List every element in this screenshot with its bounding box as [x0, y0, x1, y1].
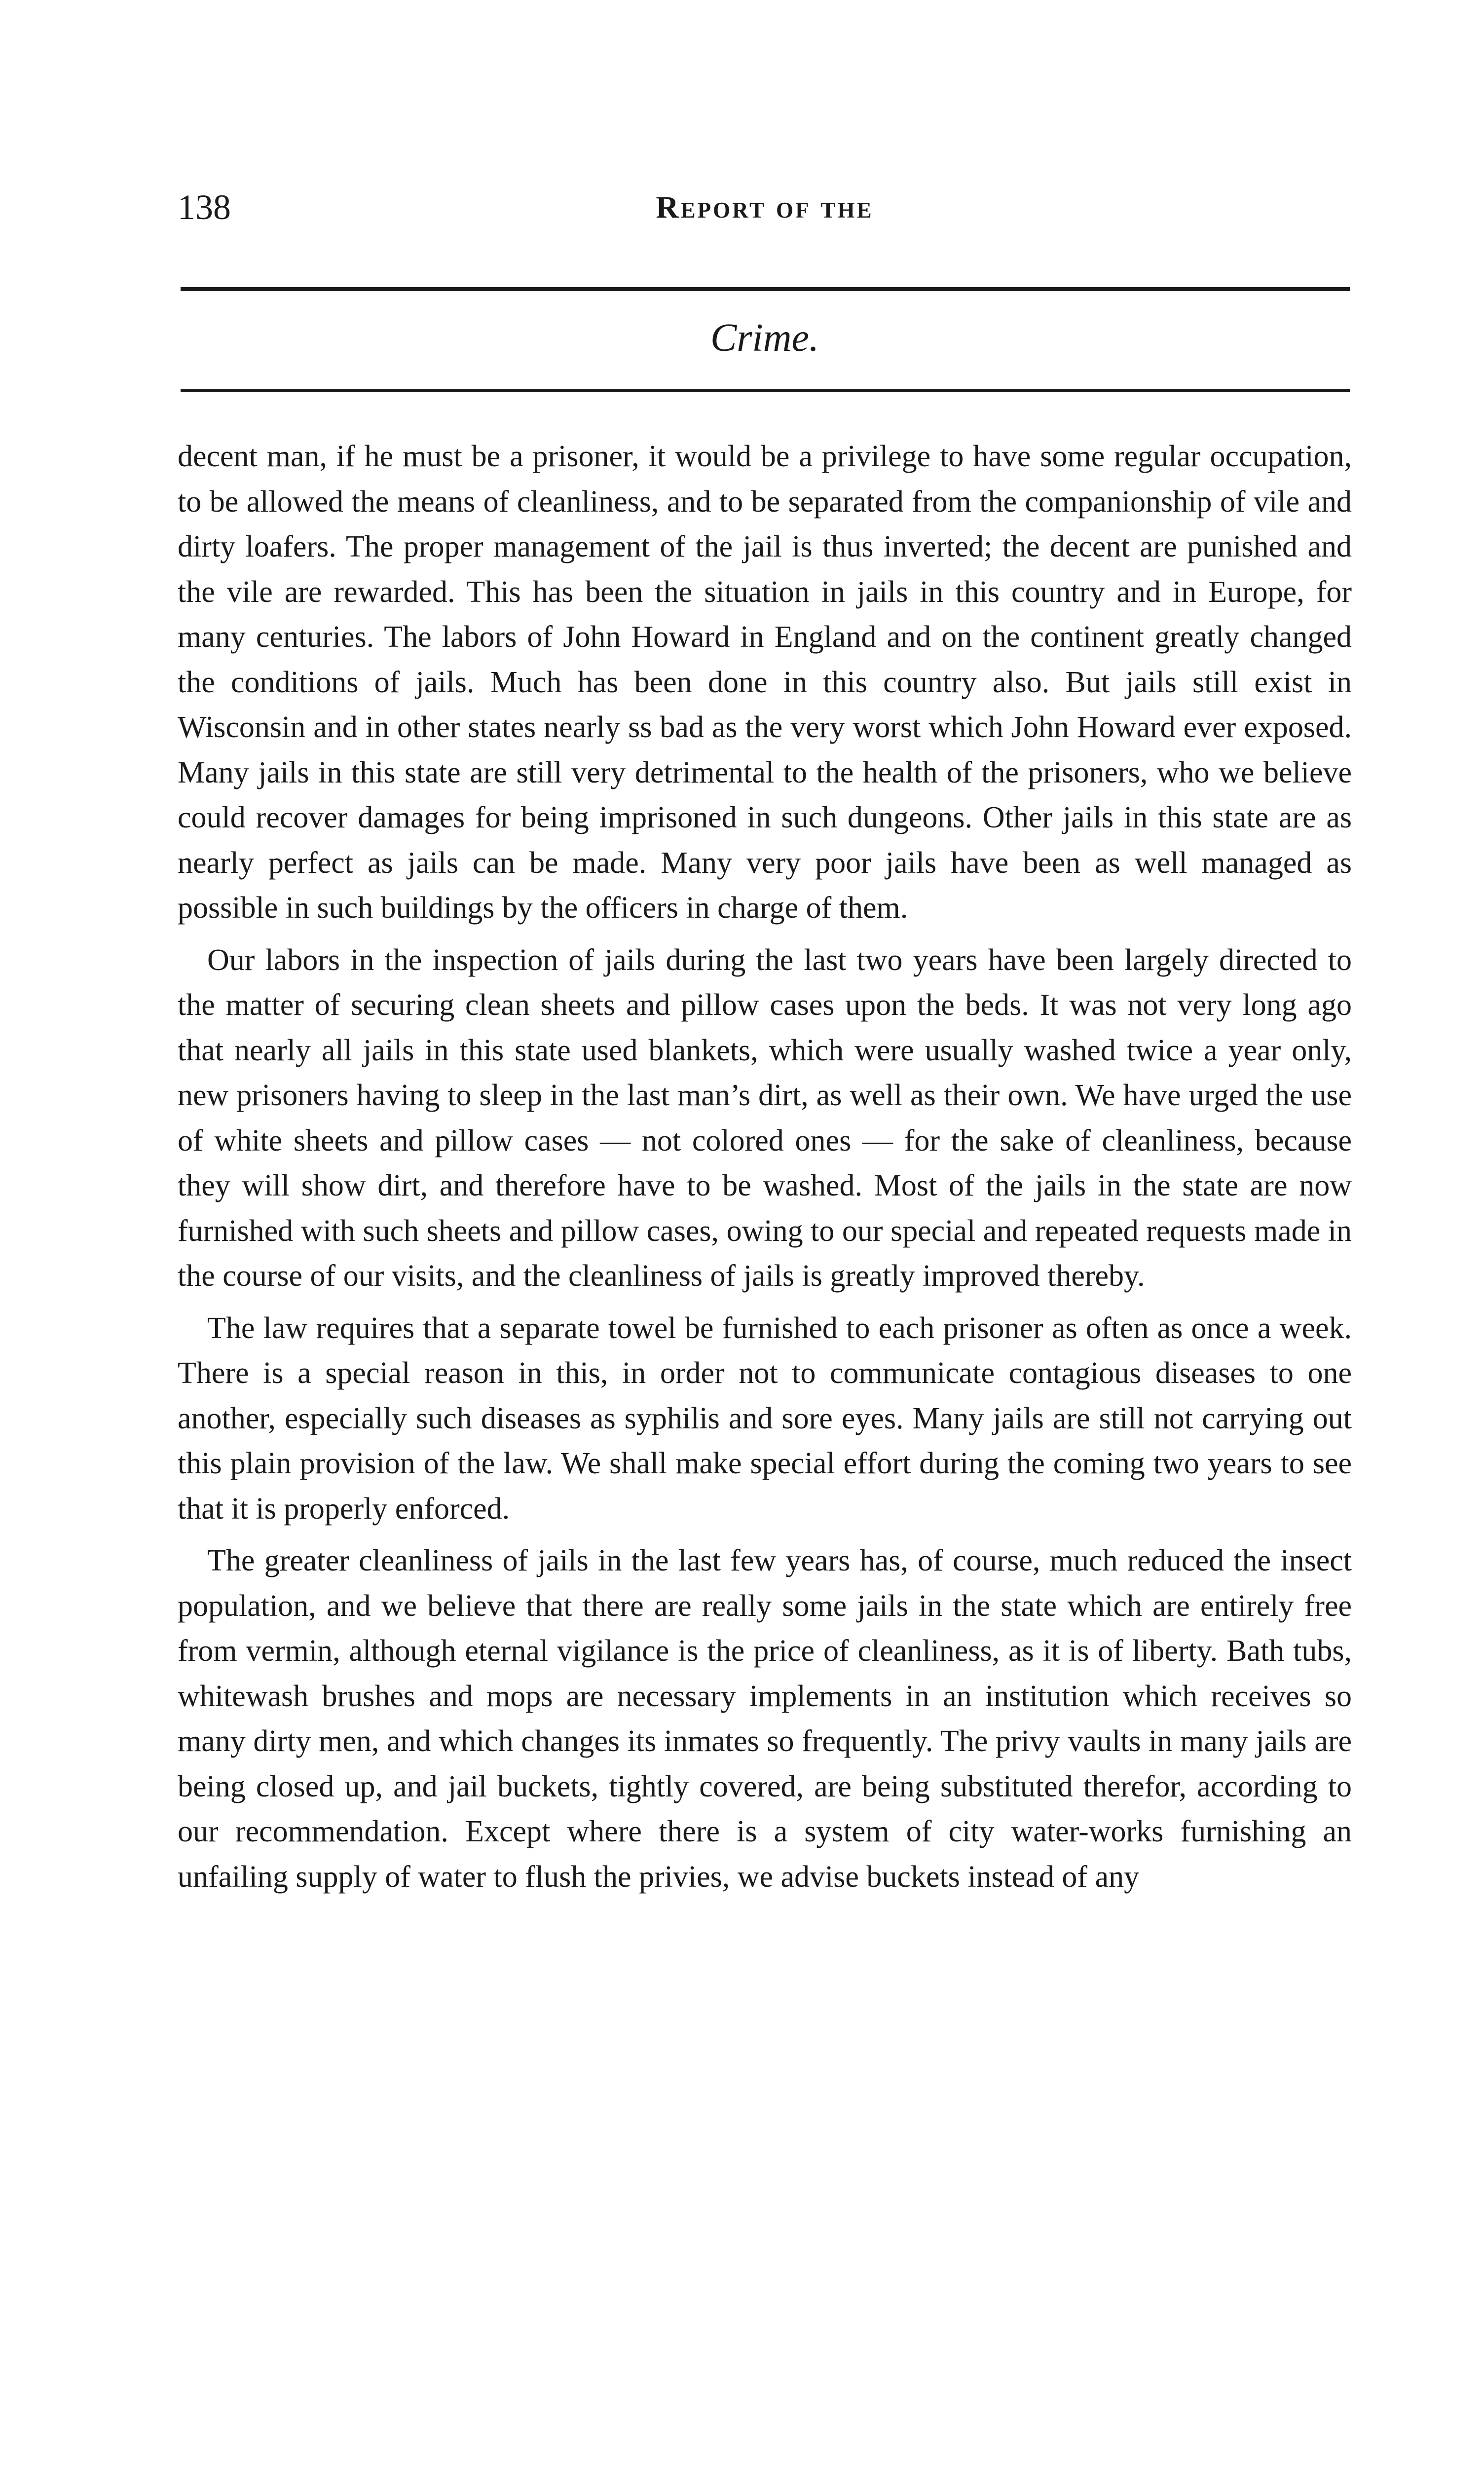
paragraph-sheets-and-pillow-cases: Our labors in the inspection of jails during the last two years have been largely directed to the matter of securing clean sheets and pillow cases upon the beds. It was not very long ago that nearly all jails in this state used blankets, which were usually washed twice a year only, new prisoners having to sleep in the last man’s dirt, as well as their own. We have urged the use of white sheets and pillow cases — not colored ones — for the sake of cleanliness, because they will show dirt, and therefore have to be washed. Most of the jails in the state are now furnished with such sheets and pillow cases, owing to our special and repeated requests made in the course of our visits, and the cleanliness of jails is greatly improved thereby.: [178, 943, 1352, 1293]
body-text: [178, 434, 1352, 1900]
running-title: Report of the: [656, 189, 874, 224]
paragraph-towels: The law requires that a separate towel be furnished to each prisoner as often as once a week. There is a special reason in this, in order not to communicate contagious diseases to one another, especially such diseases as syphilis and sore eyes. Many jails are still not carrying out this plain provision of the law. We shall make special effort during the coming two years to see that it is properly enforced.: [178, 1311, 1352, 1526]
running-head: [178, 178, 1352, 237]
header-rule-bottom: [181, 389, 1350, 392]
section-title: Crime.: [710, 316, 819, 360]
page-number: 138: [178, 187, 231, 227]
paragraph-continued: decent man, if he must be a prisoner, it would be a privilege to have some regular occupation, to be allowed the means of cleanliness, and to be separated from the companionship of vile and dirty loafers. The proper management of the jail is thus inverted; the decent are punished and the vile are rewarded. This has been the situation in jails in this country and in Europe, for many centuries. The labors of John Howard in England and on the continent greatly changed the conditions of jails. Much has been done in this country also. But jails still exist in Wisconsin and in other states nearly ss bad as the very worst which John Howard ever exposed. Many jails in this state are still very detrimental to the health of the prisoners, who we believe could recover damages for being imprisoned in such dungeons. Other jails in this state are as nearly perfect as jails can be made. Many very poor jails have been as well managed as possible in such buildings by the officers in charge of them.: [178, 440, 1352, 925]
header-rule-top: [181, 287, 1350, 291]
paragraph-cleanliness-and-vermin: The greater cleanliness of jails in the last few years has, of course, much reduced the insect population, and we believe that there are really some jails in the state which are entirely free from vermin, although eternal vigilance is the price of cleanliness, as it is of liberty. Bath tubs, whitewash brushes and mops are necessary implements in an institution which receives so many dirty men, and which changes its inmates so frequently. The privy vaults in many jails are being closed up, and jail buckets, tightly covered, are being substituted therefor, according to our recommendation. Except where there is a system of city water-works furnishing an unfailing supply of water to flush the privies, we advise buckets instead of any: [178, 1544, 1352, 1894]
